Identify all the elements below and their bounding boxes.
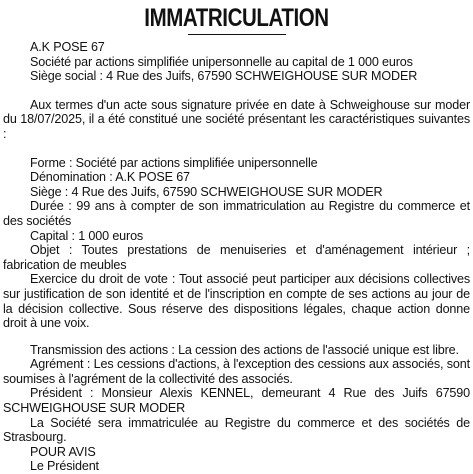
registered-office-line: Siège social : 4 Rue des Juifs, 67590 SCHWEIGHOUSE SUR MODER (30, 69, 418, 84)
closing-president: Président : Monsieur Alexis KENNEL, demeurant 4 Rue des Juifs 67590 SCHWEIGHOUSE SUR MODER (3, 386, 470, 416)
closing-immatriculation: La Société sera immatriculée au Registre du commerce et des sociétés de Strasbourg. (3, 415, 470, 445)
detail-denomination: Dénomination : A.K POSE 67 (30, 170, 190, 185)
detail-capital: Capital : 1 000 euros (30, 228, 144, 243)
closing-transmission: Transmission des actions : La cession des actions de l'associé unique est libre. (30, 342, 459, 357)
detail-forme: Forme : Société par actions simplifiée unipersonnelle (30, 155, 318, 170)
detail-duree: Durée : 99 ans à compter de son immatriculation au Registre du commerce et des sociétés (3, 199, 470, 228)
detail-siege: Siège : 4 Rue des Juifs, 67590 SCHWEIGHOUSE SUR MODER (30, 184, 383, 199)
paragraph-gap (3, 84, 470, 98)
notice-body (3, 40, 470, 474)
company-name-line: A.K POSE 67 (30, 40, 105, 54)
closing-signature: Le Président (30, 459, 99, 474)
detail-droit-de-vote: Exercice du droit de vote : Tout associé peut participer aux décisions collectives sur justification de son identité et de l'inscription en compte de ses actions au jour de la décision collective. Sous réserve des dispositions légales, chaque action donne droit à une voix. (3, 272, 470, 331)
notice-title: IMMATRICULATION (144, 4, 329, 32)
intro-paragraph: Aux termes d'un acte sous signature privée en date à Schweighouse sur moder du 18/07/2025, il a été constitué une société présentant les caractéristiques suivantes : (3, 97, 470, 141)
title-underline (188, 34, 286, 35)
closing-pour-avis: POUR AVIS (30, 444, 96, 459)
paragraph-gap (3, 331, 470, 343)
closing-agrement: Agrément : Les cessions d'actions, à l'exception des cessions aux associés, sont soumises à l'agrément de la collectivité des associés. (3, 357, 470, 386)
detail-objet: Objet : Toutes prestations de menuiseries et d'aménagement intérieur ; fabrication de meubles (3, 243, 470, 272)
paragraph-gap (3, 142, 470, 156)
company-form-capital-line: Société par actions simplifiée unipersonnelle au capital de 1 000 euros (30, 54, 413, 69)
